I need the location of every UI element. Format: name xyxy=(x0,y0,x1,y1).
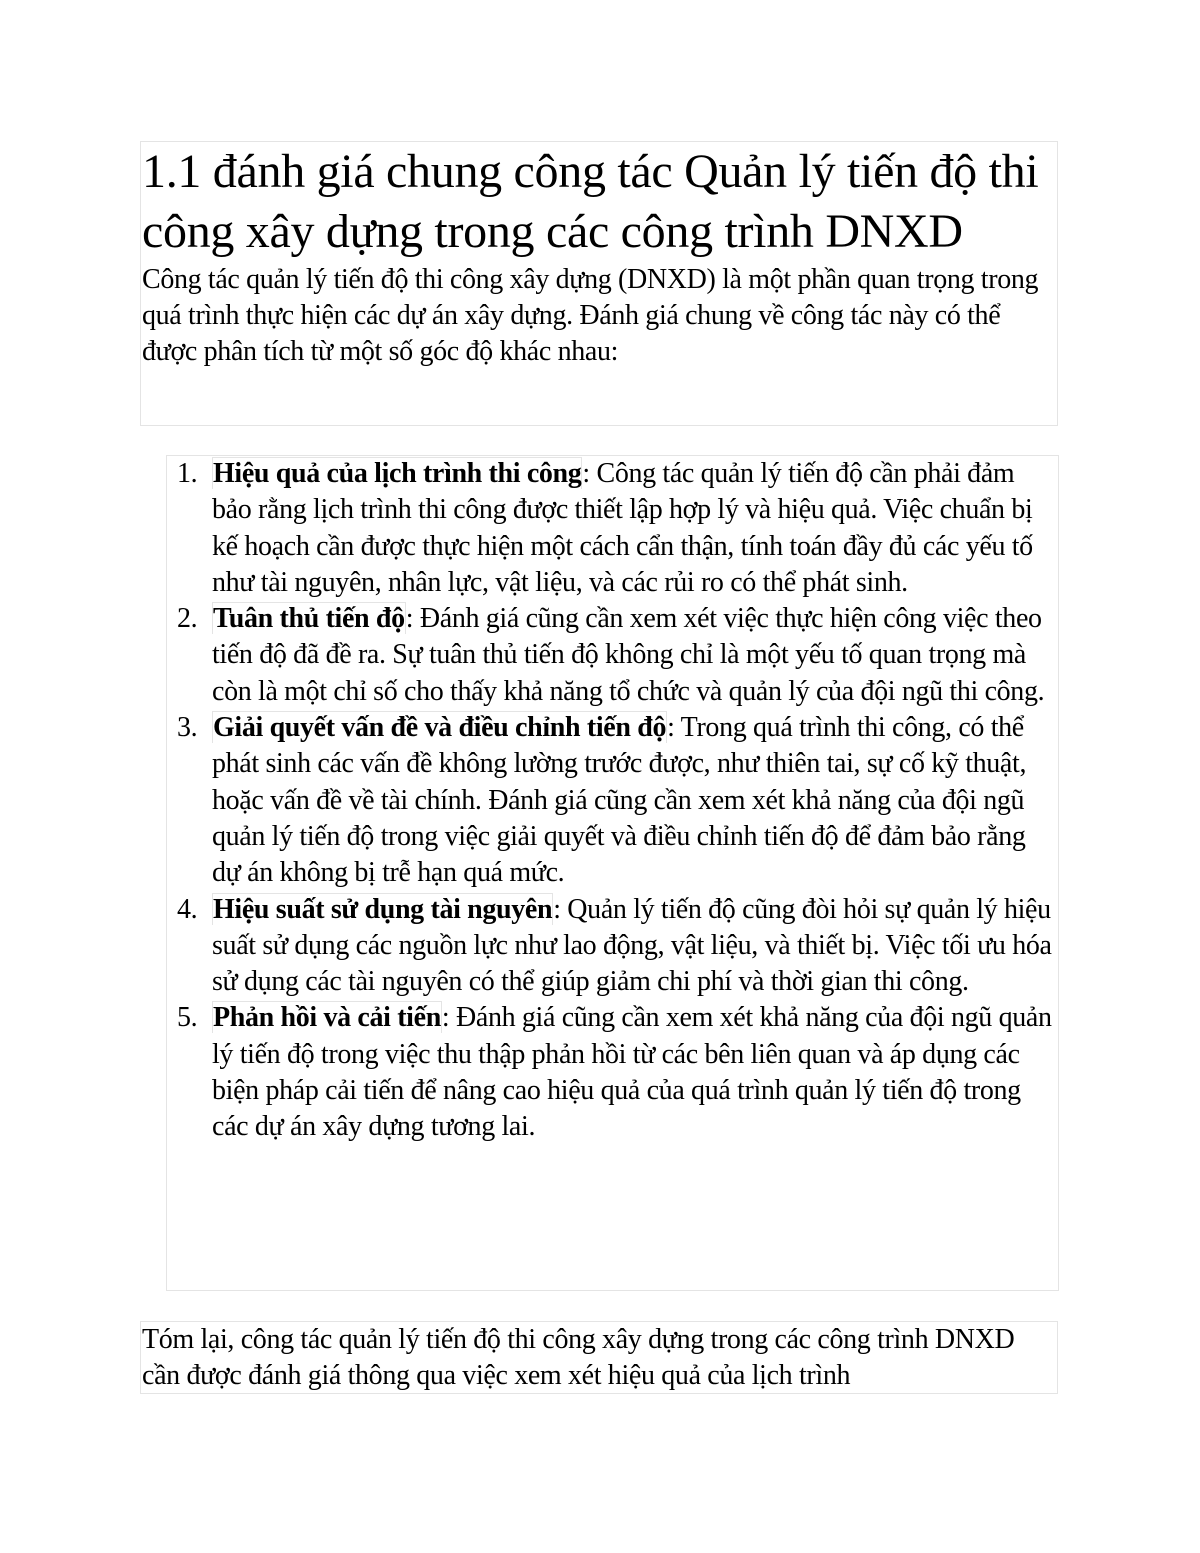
list-item-number: 4. xyxy=(177,893,198,925)
list-item-term: Phản hồi và cải tiến xyxy=(213,1002,441,1034)
list-item-text: : Quản lý tiến độ cũng đòi hỏi sự quản lý hiệu suất sử dụng các nguồn lực như lao động, vật liệu, và thiết bị. Việc tối ưu hóa sử dụng các tài nguyên có thể giúp giảm chi phí và thời gian thi công. xyxy=(212,893,1052,998)
list-item-term: Hiệu suất sử dụng tài nguyên xyxy=(213,893,553,925)
list-item-term: Hiệu quả của lịch trình thi công xyxy=(213,458,582,489)
list-item-text: : Đánh giá cũng cần xem xét việc thực hiện công việc theo tiến độ đã đề ra. Sự tuân thủ tiến độ không chỉ là một yếu tố quan trọng mà còn là một chỉ số cho thấy khả năng tổ chức và quản lý của đội ngũ thi công. xyxy=(212,603,1045,707)
list-item-term: Tuân thủ tiến độ xyxy=(213,603,405,635)
list-item-text: : Trong quá trình thi công, có thể phát sinh các vấn đề không lường trước được, như thiên tai, sự cố kỹ thuật, hoặc vấn đề về tài chính. Đánh giá cũng cần xem xét khả năng của đội ngũ quản lý tiến độ trong việc giải quyết và điều chỉnh tiến độ để đảm bảo rằng dự án không bị trễ hạn quá mức. xyxy=(212,712,1027,889)
intro-paragraph: Công tác quản lý tiến độ thi công xây dựng (DNXD) là một phần quan trọng trong quá trình thực hiện các dự án xây dựng. Đánh giá chung về công tác này có thể được phân tích từ một số góc độ khác nhau: xyxy=(142,264,1039,367)
list-item xyxy=(167,1000,1058,1145)
list-item xyxy=(167,601,1058,710)
list-item-text: : Công tác quản lý tiến độ cần phải đảm bảo rằng lịch trình thi công được thiết lập hợp lý và hiệu quả. Việc chuẩn bị kế hoạch cần được thực hiện một cách cẩn thận, tính toán đầy đủ các yếu tố như tài nguyên, nhân lực, vật liệu, và các rủi ro có thể phát sinh. xyxy=(212,458,1033,598)
list-item-text: : Đánh giá cũng cần xem xét khả năng của đội ngũ quản lý tiến độ trong việc thu thập phản hồi từ các bên liên quan và áp dụng các biện pháp cải tiến để nâng cao hiệu quả của quá trình quản lý tiến độ trong các dự án xây dựng tương lai. xyxy=(212,1002,1052,1143)
list-item-number: 5. xyxy=(177,1002,198,1034)
summary-section xyxy=(140,1321,1058,1394)
numbered-list xyxy=(166,455,1059,1291)
list-item xyxy=(167,710,1058,891)
summary-paragraph: Tóm lại, công tác quản lý tiến độ thi công xây dựng trong các công trình DNXD cần được đánh giá thông qua việc xem xét hiệu quả của lịch trình xyxy=(142,1324,1015,1391)
section-heading: 1.1 đánh giá chung công tác Quản lý tiến độ thi công xây dựng trong các công trình DNXD xyxy=(142,145,1039,258)
intro-section xyxy=(140,141,1058,426)
list-item xyxy=(167,456,1058,601)
list-item-number: 2. xyxy=(177,603,198,635)
list-item xyxy=(167,892,1058,1001)
list-item-term: Giải quyết vấn đề và điều chỉnh tiến độ xyxy=(213,712,667,744)
list-item-number: 1. xyxy=(177,458,198,489)
list-item-number: 3. xyxy=(177,712,198,744)
